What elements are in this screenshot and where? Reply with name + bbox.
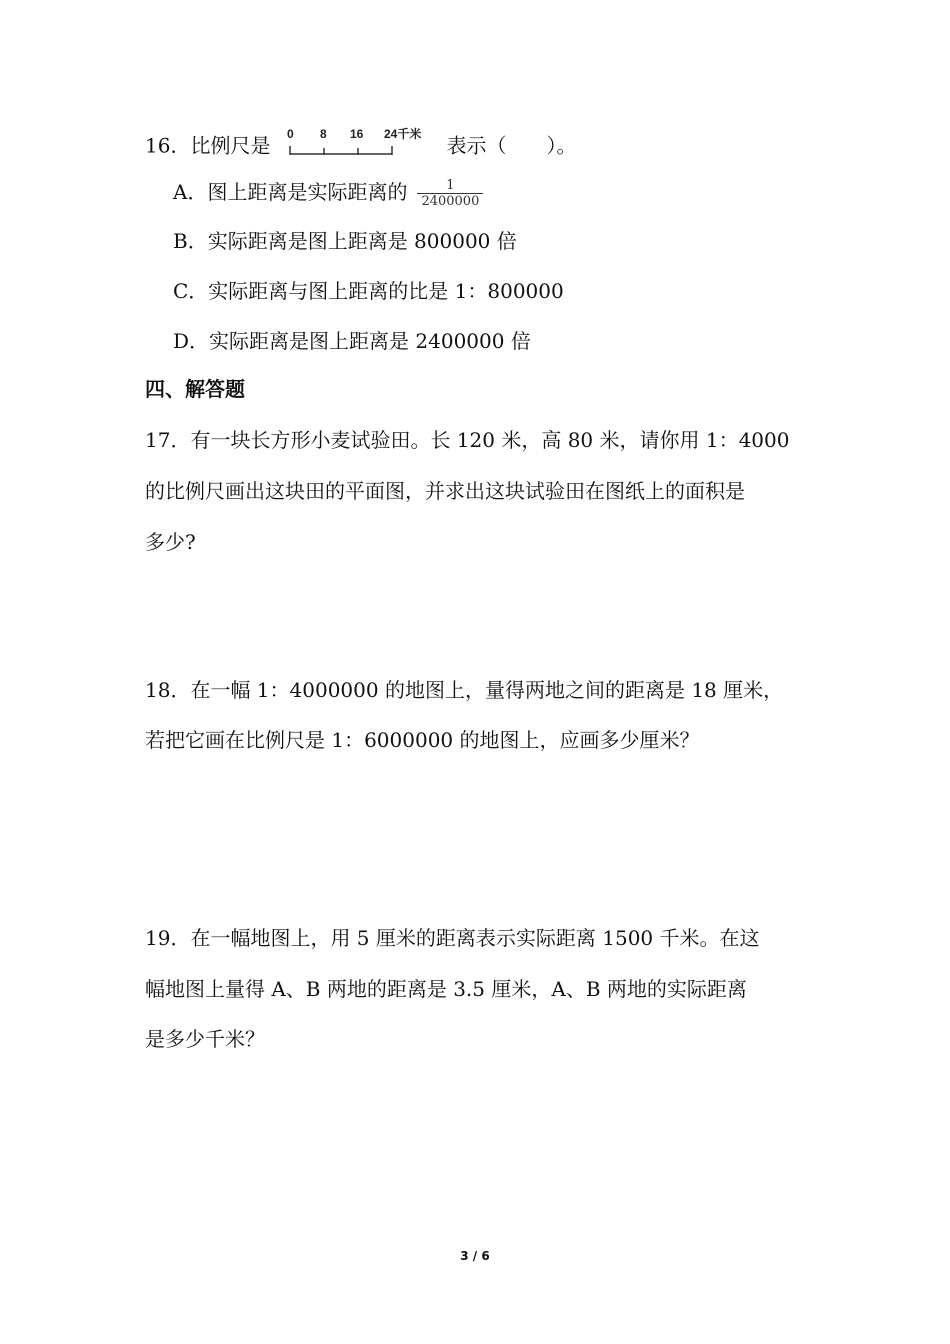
scale-tick-label: 16 bbox=[350, 127, 364, 141]
question-18-line: 18．在一幅 1：4000000 的地图上，量得两地之间的距离是 18 厘米， bbox=[145, 678, 784, 702]
fraction-numerator: 1 bbox=[417, 178, 483, 194]
section-heading: 四、解答题 bbox=[145, 377, 245, 401]
scale-bar-figure bbox=[284, 126, 434, 168]
option-d: D．实际距离是图上距离是 2400000 倍 bbox=[173, 329, 531, 353]
question-16-stem bbox=[145, 126, 576, 168]
fraction-denominator: 2400000 bbox=[421, 194, 480, 209]
question-18-line: 若把它画在比例尺是 1：6000000 的地图上，应画多少厘米？ bbox=[145, 728, 700, 752]
question-19-line: 幅地图上量得 A、B 两地的距离是 3.5 厘米，A、B 两地的实际距离 bbox=[145, 977, 747, 1001]
option-a bbox=[173, 178, 483, 209]
question-17-line: 的比例尺画出这块田的平面图，并求出这块试验田在图纸上的面积是 bbox=[145, 479, 745, 503]
scale-tick-label: 8 bbox=[320, 127, 328, 141]
option-b: B．实际距离是图上距离是 800000 倍 bbox=[173, 229, 517, 253]
question-16-suffix: 表示（ ）。 bbox=[446, 133, 577, 158]
question-17-line: 17．有一块长方形小麦试验田。长 120 米，高 80 米，请你用 1：4000 bbox=[145, 428, 790, 452]
question-19-line: 19．在一幅地图上，用 5 厘米的距离表示实际距离 1500 千米。在这 bbox=[145, 926, 760, 950]
question-16-prefix: 16．比例尺是 bbox=[145, 133, 271, 158]
question-19-line: 是多少千米？ bbox=[145, 1027, 265, 1051]
option-a-text: A．图上距离是实际距离的 bbox=[173, 180, 408, 204]
question-17-line: 多少? bbox=[145, 530, 196, 554]
scale-tick-label: 0 bbox=[287, 127, 295, 141]
page-number: 3 / 6 bbox=[460, 1249, 490, 1263]
scale-tick-label: 24千米 bbox=[384, 127, 422, 141]
fraction bbox=[417, 178, 483, 209]
option-c: C．实际距离与图上距离的比是 1：800000 bbox=[173, 279, 564, 303]
